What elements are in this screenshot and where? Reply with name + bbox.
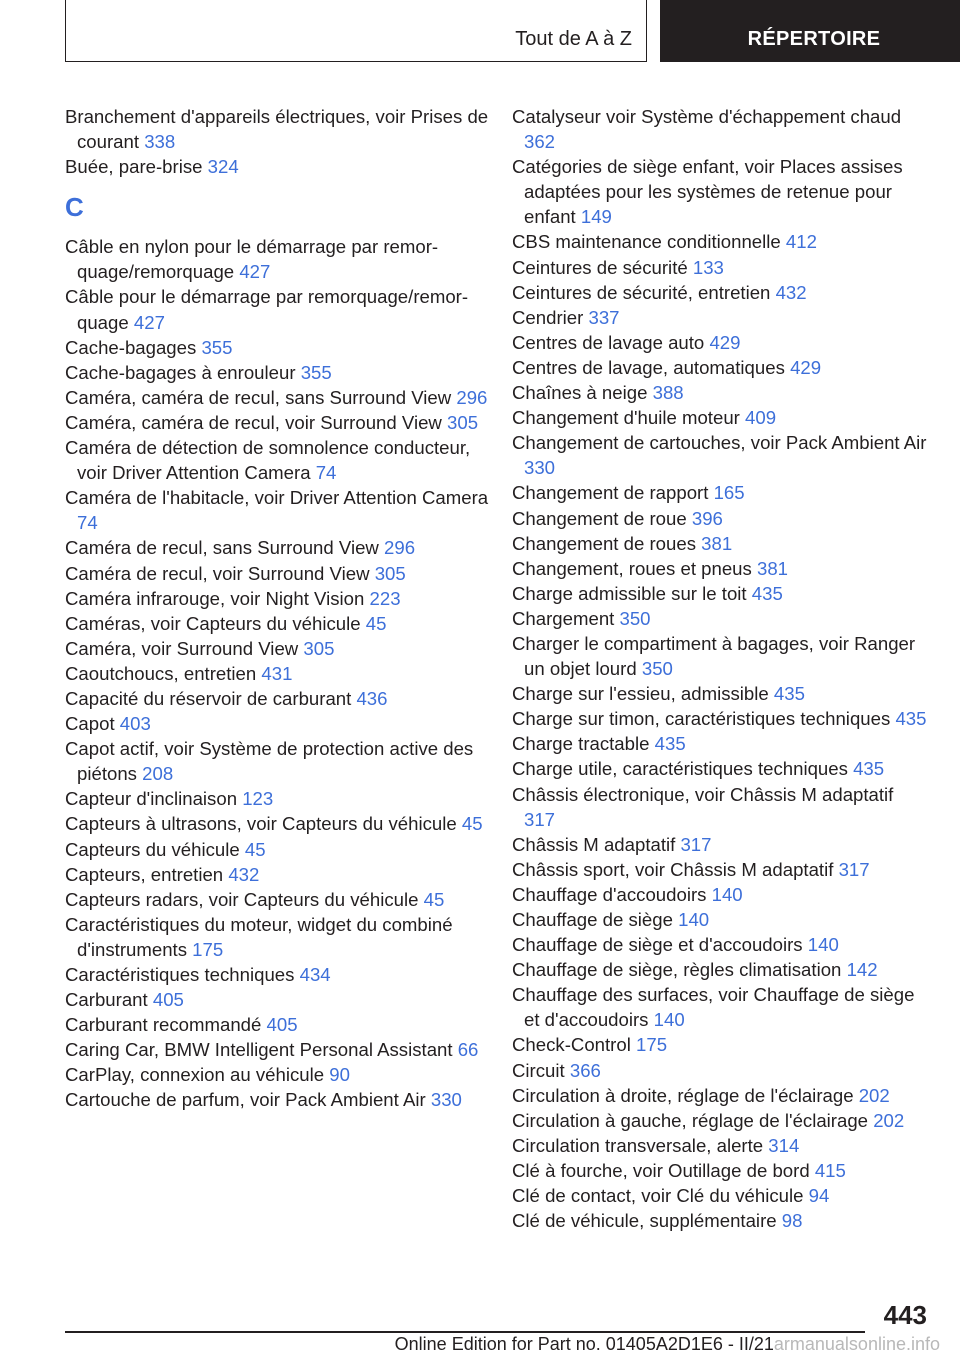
page-link[interactable]: 355 xyxy=(300,361,332,383)
index-entry xyxy=(65,887,497,912)
page-link[interactable]: 305 xyxy=(303,637,335,659)
index-entry-text: Clé de contact, voir Clé du véhicule xyxy=(512,1185,804,1207)
index-entry xyxy=(65,962,497,987)
page-link[interactable]: 330 xyxy=(524,457,556,479)
index-entry xyxy=(512,104,927,154)
index-entry-text: Capot xyxy=(65,713,115,735)
index-entry xyxy=(512,430,927,480)
page-link[interactable]: 74 xyxy=(315,462,337,484)
page-link[interactable]: 388 xyxy=(652,382,684,404)
page-link[interactable]: 434 xyxy=(299,964,331,985)
page-link[interactable]: 142 xyxy=(846,959,878,981)
index-entry-text: Cendrier xyxy=(512,306,584,328)
page-link[interactable]: 175 xyxy=(192,938,224,960)
index-entry xyxy=(65,586,497,611)
index-entry-text: Caméras, voir Capteurs du véhicule xyxy=(65,612,361,634)
index-entry xyxy=(65,385,497,410)
index-entry-text: Charge utile, caractéristiques techniques xyxy=(512,758,848,780)
index-entry-text: Changement d'huile moteur xyxy=(512,407,740,429)
index-entry xyxy=(65,335,497,360)
tab-repertoire-label: RÉPERTOIRE xyxy=(747,28,881,50)
page-link[interactable]: 314 xyxy=(768,1134,800,1156)
index-column-right xyxy=(512,104,927,1233)
page-link[interactable]: 98 xyxy=(781,1210,803,1232)
index-entry-text: Charger le compartiment à bagages, voir Ranger un objet lourd xyxy=(512,632,916,680)
page-link[interactable]: 140 xyxy=(711,883,743,905)
page-link[interactable]: 405 xyxy=(266,1014,298,1036)
page-link[interactable]: 355 xyxy=(201,336,233,358)
index-entry-text: Châssis sport, voir Châssis M adaptatif xyxy=(512,858,834,880)
index-entry-text: Cartouche de parfum, voir Pack Ambient Air xyxy=(65,1089,426,1111)
index-entry xyxy=(512,330,927,355)
footer-watermark: armanualsonline.info xyxy=(773,1334,940,1354)
index-entry-text: Changement, roues et pneus xyxy=(512,557,752,579)
page-link[interactable]: 435 xyxy=(853,758,885,780)
index-entry xyxy=(512,255,927,280)
page-link[interactable]: 305 xyxy=(374,562,406,584)
page-link[interactable]: 381 xyxy=(756,557,789,579)
index-entry-text: Capteurs, entretien xyxy=(65,863,224,885)
index-entry-text: Charge sur timon, caractéristiques techniques xyxy=(512,708,891,730)
index-entry xyxy=(512,1058,927,1083)
page-link[interactable]: 133 xyxy=(692,256,724,278)
index-entry xyxy=(512,506,927,531)
page-link[interactable]: 412 xyxy=(785,231,817,253)
page-link[interactable]: 324 xyxy=(207,156,239,178)
page-link[interactable]: 431 xyxy=(261,662,293,684)
index-entry-text: Caring Car, BMW Intelligent Personal Assistant xyxy=(65,1039,453,1061)
index-entry-text: Catalyseur voir Système d'échappement chaud xyxy=(512,106,902,127)
page-link[interactable]: 66 xyxy=(457,1039,479,1061)
index-entry xyxy=(65,636,497,661)
index-entry-text: Circulation à droite, réglage de l'éclairage xyxy=(512,1084,854,1106)
tab-a-to-z[interactable] xyxy=(65,0,647,62)
index-entry-text: Câble en nylon pour le démarrage par remorquage/remorquage xyxy=(65,236,439,283)
page-link[interactable]: 435 xyxy=(654,733,686,755)
index-entry xyxy=(65,661,497,686)
index-entry-text: Chauffage de siège xyxy=(512,909,673,930)
index-entry xyxy=(65,837,497,862)
index-entry xyxy=(512,1158,927,1183)
index-entry-text: Châssis M adaptatif xyxy=(512,833,676,855)
page-link[interactable]: 415 xyxy=(814,1159,846,1181)
index-entry xyxy=(512,882,927,907)
index-entry xyxy=(65,786,497,811)
index-entry xyxy=(512,832,927,857)
page-link[interactable]: 429 xyxy=(709,331,741,353)
index-entry-text: Caméra de l'habitacle, voir Driver Attention Camera xyxy=(65,487,489,509)
page-link[interactable]: 223 xyxy=(369,587,401,609)
index-entry-text: Capteurs radars, voir Capteurs du véhicule xyxy=(65,888,419,910)
index-entry-text: Catégories de siège enfant, voir Places assises adaptées pour les systèmes de retenue pour enfant xyxy=(512,156,903,228)
index-entry xyxy=(65,811,497,836)
index-entry-text: CBS maintenance conditionnelle xyxy=(512,231,781,253)
index-entry-text: Changement de roue xyxy=(512,507,687,529)
index-entry xyxy=(512,581,927,606)
index-entry-text: Centres de lavage auto xyxy=(512,331,705,353)
page-link[interactable]: 140 xyxy=(807,934,839,956)
index-entry-text: Chargement xyxy=(512,607,615,629)
index-entry xyxy=(65,485,497,535)
page-link[interactable]: 330 xyxy=(430,1089,462,1111)
index-entry-text: Centres de lavage, automatiques xyxy=(512,356,785,378)
page-link[interactable]: 432 xyxy=(775,281,807,303)
index-entry-text: Changement de rapport xyxy=(512,482,709,504)
page-link[interactable]: 436 xyxy=(356,687,388,709)
index-entry-text: Caméra de détection de somnolence conducteur, voir Driver Attention Camera xyxy=(65,437,471,484)
index-entry xyxy=(65,535,497,560)
index-entry xyxy=(512,1183,927,1208)
page-link[interactable]: 45 xyxy=(423,888,445,910)
index-column-left xyxy=(65,104,497,1113)
index-entry-text: CarPlay, connexion au véhicule xyxy=(65,1064,325,1086)
index-entry-text: Carburant xyxy=(65,989,148,1011)
index-entry-text: Chauffage de siège et d'accoudoirs xyxy=(512,934,803,956)
section-letter: C xyxy=(65,192,84,223)
index-entry-text: Caractéristiques techniques xyxy=(65,964,295,985)
page-link[interactable]: 396 xyxy=(691,507,723,529)
index-entry-text: Chaînes à neige xyxy=(512,382,648,404)
index-entry xyxy=(512,706,927,731)
index-entry xyxy=(512,556,927,581)
index-entry-text: Capteur d'inclinaison xyxy=(65,788,238,810)
page-link[interactable]: 45 xyxy=(244,838,266,860)
index-entry-text: Ceintures de sécurité xyxy=(512,256,688,278)
index-entry-text: Chauffage d'accoudoirs xyxy=(512,883,707,905)
page-link[interactable]: 305 xyxy=(447,411,479,433)
page-link[interactable]: 429 xyxy=(790,356,822,378)
index-entry xyxy=(512,1032,927,1057)
index-entry-text: Capot actif, voir Système de protection active des piétons xyxy=(65,738,474,785)
page-link[interactable]: 317 xyxy=(524,808,556,830)
index-entry xyxy=(512,480,927,505)
index-entry xyxy=(512,531,927,556)
index-entry xyxy=(512,731,927,756)
page-link[interactable]: 90 xyxy=(329,1064,350,1086)
page-link[interactable]: 337 xyxy=(588,306,620,328)
index-entry xyxy=(512,280,927,305)
index-entry xyxy=(512,1083,927,1108)
index-entry-text: Carburant recommandé xyxy=(65,1014,262,1036)
index-entry-text: Changement de cartouches, voir Pack Ambient Air xyxy=(512,432,927,454)
index-entry-text: Check-Control xyxy=(512,1034,631,1056)
page-number: 443 xyxy=(883,1300,927,1330)
page-link[interactable]: 427 xyxy=(133,311,165,333)
index-entry xyxy=(65,234,497,284)
index-entry xyxy=(65,1037,497,1062)
index-entry-text: Circuit xyxy=(512,1059,565,1081)
page-link[interactable]: 140 xyxy=(653,1009,685,1031)
page-link[interactable]: 350 xyxy=(641,658,673,680)
page-link[interactable]: 140 xyxy=(678,909,710,930)
index-entry xyxy=(65,611,497,636)
page-link[interactable]: 296 xyxy=(456,386,488,408)
page-link[interactable]: 405 xyxy=(152,989,184,1011)
tab-repertoire[interactable] xyxy=(660,0,960,62)
page-link[interactable]: 123 xyxy=(242,788,274,810)
index-entry xyxy=(512,355,927,380)
page-link[interactable]: 296 xyxy=(384,537,416,559)
footer xyxy=(0,1334,940,1355)
index-entry-text: Capacité du réservoir de carburant xyxy=(65,687,352,709)
page-link[interactable]: 338 xyxy=(144,131,176,153)
page-link[interactable]: 149 xyxy=(580,206,612,228)
index-entry xyxy=(512,405,927,430)
index-entry-text: Branchement d'appareils électriques, voir Prises de courant xyxy=(65,106,489,153)
page-link[interactable]: 427 xyxy=(239,261,271,283)
index-entry xyxy=(65,1012,497,1037)
index-entry-text: Chauffage de siège, règles climatisation xyxy=(512,959,842,981)
index-entry xyxy=(65,686,497,711)
index-entry xyxy=(512,907,927,932)
index-entry xyxy=(512,1208,927,1233)
page-link[interactable]: 350 xyxy=(619,607,651,629)
index-entry xyxy=(65,987,497,1012)
page-link[interactable]: 208 xyxy=(142,763,174,785)
index-entry-text: Cache-bagages à enrouleur xyxy=(65,361,296,383)
index-entry xyxy=(512,380,927,405)
page-link[interactable]: 435 xyxy=(895,708,927,730)
page-link[interactable]: 381 xyxy=(701,532,733,554)
index-entry-text: Clé de véhicule, supplémentaire xyxy=(512,1210,777,1232)
page-link[interactable]: 435 xyxy=(773,683,805,705)
index-entry xyxy=(65,435,497,485)
index-entry-text: Caméra de recul, voir Surround View xyxy=(65,562,370,584)
index-entry xyxy=(65,1062,497,1087)
page-link[interactable]: 317 xyxy=(838,858,870,880)
index-entry-text: Chauffage des surfaces, voir Chauffage de siège et d'accoudoirs xyxy=(512,984,915,1031)
index-entry-text: Caméra de recul, sans Surround View xyxy=(65,537,379,559)
index-entry-text: Capteurs à ultrasons, voir Capteurs du véhicule xyxy=(65,813,457,835)
index-entry xyxy=(512,756,927,781)
page-link[interactable]: 74 xyxy=(77,512,98,534)
index-entry xyxy=(512,782,927,832)
index-entry-text: Caractéristiques du moteur, widget du combiné d'instruments xyxy=(65,913,453,960)
index-entry-text: Cache-bagages xyxy=(65,336,197,358)
index-entry xyxy=(512,932,927,957)
index-entry-text: Châssis électronique, voir Châssis M adaptatif xyxy=(512,783,894,805)
page-link[interactable]: 45 xyxy=(461,813,483,835)
page-link[interactable]: 409 xyxy=(745,407,777,429)
index-entry xyxy=(65,1087,497,1112)
index-entry xyxy=(65,410,497,435)
page-link[interactable]: 202 xyxy=(858,1084,890,1106)
tab-a-to-z-label: Tout de A à Z xyxy=(515,28,632,50)
index-entry xyxy=(65,360,497,385)
index-entry xyxy=(512,631,927,681)
index-entry-text: Circulation transversale, alerte xyxy=(512,1134,764,1156)
page-link[interactable]: 175 xyxy=(636,1034,668,1056)
page-link[interactable]: 403 xyxy=(119,713,151,735)
index-entry xyxy=(512,1133,927,1158)
index-entry xyxy=(65,736,497,786)
index-entry-text: Charge sur l'essieu, admissible xyxy=(512,683,769,705)
page-header xyxy=(65,0,960,64)
index-entry xyxy=(512,681,927,706)
index-entry xyxy=(65,711,497,736)
index-entry-text: Caméra, voir Surround View xyxy=(65,637,299,659)
index-entry xyxy=(65,912,497,962)
index-entry xyxy=(512,229,927,254)
index-entry-text: Capteurs du véhicule xyxy=(65,838,240,860)
index-entry-text: Circulation à gauche, réglage de l'éclairage xyxy=(512,1109,869,1131)
index-entry-text: Caméra, caméra de recul, sans Surround View xyxy=(65,386,452,408)
index-entry-text: Charge admissible sur le toit xyxy=(512,582,747,604)
page-link[interactable]: 317 xyxy=(680,833,712,855)
page-link[interactable]: 362 xyxy=(524,131,556,153)
index-entry-text: Caméra, caméra de recul, voir Surround View xyxy=(65,411,442,433)
page-link[interactable]: 45 xyxy=(365,612,387,634)
index-entry xyxy=(512,606,927,631)
index-entry xyxy=(65,154,497,179)
index-entry-text: Ceintures de sécurité, entretien xyxy=(512,281,771,303)
index-entry xyxy=(512,982,927,1032)
index-entry-text: Caoutchoucs, entretien xyxy=(65,662,257,684)
index-entry xyxy=(512,154,927,229)
index-entry-text: Changement de roues xyxy=(512,532,696,554)
index-entry-text: Buée, pare-brise xyxy=(65,156,203,178)
index-entry-text: Clé à fourche, voir Outillage de bord xyxy=(512,1159,810,1181)
index-entry xyxy=(65,284,497,334)
index-entry xyxy=(65,561,497,586)
footer-divider xyxy=(65,1331,865,1333)
page-link[interactable]: 366 xyxy=(569,1059,601,1081)
index-entry-text: Charge tractable xyxy=(512,733,650,755)
index-entry xyxy=(65,862,497,887)
index-entry xyxy=(512,305,927,330)
footer-edition: Online Edition for Part no. 01405A2D1E6 - II/21 xyxy=(394,1334,774,1354)
index-entry-text: Caméra infrarouge, voir Night Vision xyxy=(65,587,365,609)
page-link[interactable]: 435 xyxy=(751,582,783,604)
index-entry xyxy=(65,104,497,154)
index-entry-text: Câble pour le démarrage par remorquage/remorquage xyxy=(65,286,469,333)
page-link[interactable]: 165 xyxy=(713,482,745,504)
index-entry xyxy=(512,1108,927,1133)
page-link[interactable]: 94 xyxy=(808,1185,830,1207)
index-entry xyxy=(512,957,927,982)
page-link[interactable]: 432 xyxy=(228,863,260,885)
index-entry xyxy=(512,857,927,882)
page-link[interactable]: 202 xyxy=(873,1109,905,1131)
